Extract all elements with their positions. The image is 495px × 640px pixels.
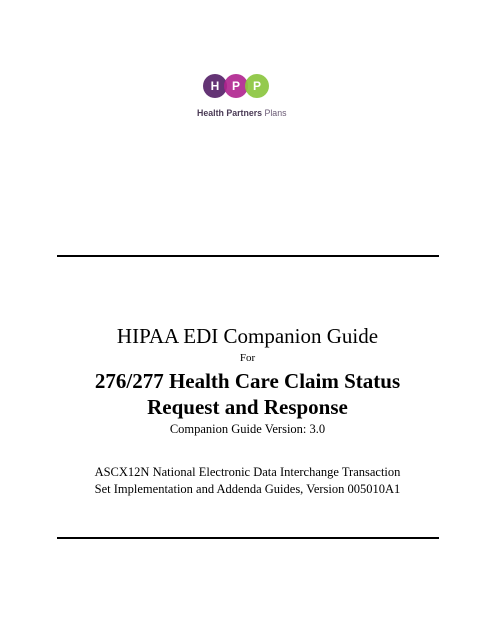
document-subtitle [40, 368, 455, 420]
logo-wordmark [197, 108, 287, 118]
logo-letter-h: H [203, 74, 227, 98]
subtitle-line-1: 276/277 Health Care Claim Status [94, 369, 401, 393]
for-label: For [239, 352, 256, 364]
guide-version: Companion Guide Version: 3.0 [169, 422, 326, 436]
logo-letter-p2: P [245, 74, 269, 98]
hpp-logo [197, 72, 287, 124]
description-line-2: Set Implementation and Addenda Guides, Version 005010A1 [94, 482, 401, 496]
logo-name-bold: Health Partners [197, 108, 263, 118]
top-divider [57, 255, 439, 257]
bottom-divider [57, 537, 439, 539]
logo-letter-p1: P [224, 74, 248, 98]
logo-name-light: Plans [264, 108, 287, 118]
document-description [40, 464, 455, 498]
document-title: HIPAA EDI Companion Guide [116, 324, 379, 348]
description-line-1: ASCX12N National Electronic Data Interchange Transaction [94, 465, 401, 479]
logo-circles [203, 72, 273, 100]
subtitle-line-2: Request and Response [147, 395, 348, 419]
